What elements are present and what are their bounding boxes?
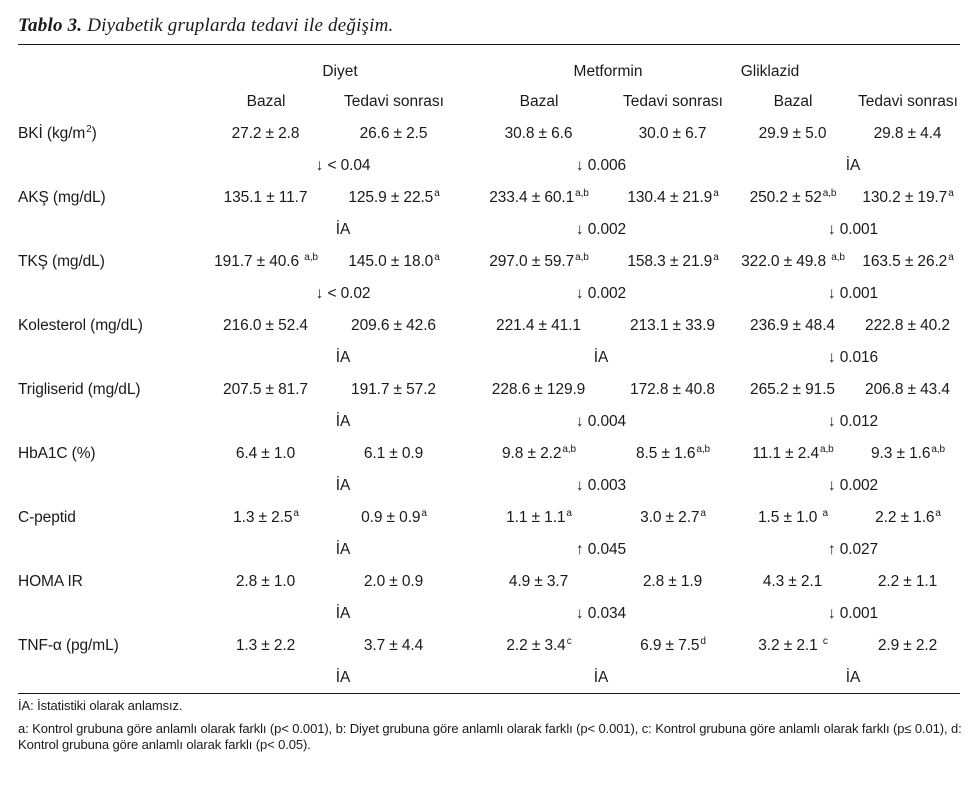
value-cell — [214, 252, 318, 272]
value-cell — [752, 444, 833, 464]
column-header: Tedavi sonrası — [858, 93, 958, 110]
row-label-sup: 2 — [86, 124, 92, 135]
value-text: 3.2 ± 2.1 — [758, 637, 822, 654]
value-cell — [506, 636, 571, 656]
value-text: 6.1 ± 0.9 — [363, 445, 424, 462]
value-superscript: a — [434, 188, 440, 199]
value-cell — [236, 636, 296, 656]
value-superscript: a — [434, 252, 440, 263]
value-cell — [643, 572, 703, 592]
value-cell — [223, 316, 309, 336]
value-cell — [224, 188, 309, 208]
column-header: Bazal — [519, 93, 559, 110]
value-cell — [758, 508, 828, 528]
value-cell — [496, 316, 582, 336]
change-cell: ↓ 0.002 — [575, 221, 627, 238]
change-cell: İA — [335, 349, 351, 366]
value-text: 2.8 ± 1.9 — [642, 573, 703, 590]
value-superscript: d — [700, 636, 706, 647]
change-cell: ↓ 0.001 — [827, 605, 879, 622]
value-superscript: a — [700, 508, 706, 519]
value-cell — [750, 188, 837, 208]
value-text: 135.1 ± 11.7 — [223, 189, 308, 206]
value-cell — [236, 572, 296, 592]
value-cell — [627, 252, 718, 272]
change-cell: ↓ 0.006 — [575, 157, 627, 174]
value-superscript: c — [566, 636, 572, 647]
value-text: 2.0 ± 0.9 — [363, 573, 424, 590]
value-superscript: a,b — [822, 188, 837, 199]
value-superscript: a — [948, 252, 954, 263]
value-cell — [502, 444, 576, 464]
top-rule — [18, 44, 960, 45]
value-superscript: a — [293, 508, 299, 519]
value-text: 222.8 ± 40.2 — [865, 317, 950, 334]
value-cell — [360, 124, 429, 144]
value-text: 209.6 ± 42.6 — [351, 317, 436, 334]
value-text: 130.2 ± 19.7 — [862, 189, 948, 206]
value-text: 2.2 ± 3.4 — [506, 637, 566, 654]
change-cell: ↓ 0.001 — [827, 221, 879, 238]
value-superscript: a,b — [820, 444, 834, 455]
value-superscript: c — [822, 636, 828, 647]
value-text: 125.9 ± 22.5 — [348, 189, 434, 206]
value-cell — [364, 572, 424, 592]
value-text: 2.8 ± 1.0 — [235, 573, 296, 590]
value-text: 265.2 ± 91.5 — [750, 381, 835, 398]
value-text: 216.0 ± 52.4 — [223, 317, 308, 334]
value-text: 191.7 ± 57.2 — [351, 381, 436, 398]
value-cell — [874, 124, 943, 144]
change-cell: ↑ 0.045 — [575, 541, 627, 558]
value-cell — [489, 188, 589, 208]
value-cell — [630, 380, 716, 400]
value-superscript: a — [713, 188, 719, 199]
value-cell — [232, 124, 301, 144]
value-text: 221.4 ± 41.1 — [496, 317, 581, 334]
value-text: 191.7 ± 40.6 — [214, 253, 304, 270]
change-cell: ↓ < 0.02 — [315, 285, 371, 302]
value-cell — [492, 380, 586, 400]
row-label-text: AKŞ (mg/dL) — [18, 189, 106, 206]
row-label-tail: ) — [91, 125, 97, 142]
value-cell — [505, 124, 574, 144]
change-cell: İA — [335, 605, 351, 622]
value-cell — [348, 252, 439, 272]
change-cell: ↓ 0.004 — [575, 413, 627, 430]
change-cell: İA — [335, 221, 351, 238]
value-superscript: a — [713, 252, 719, 263]
value-text: 2.2 ± 1.1 — [877, 573, 938, 590]
change-cell: İA — [593, 349, 609, 366]
value-cell — [361, 508, 427, 528]
value-superscript: a — [935, 508, 941, 519]
value-cell — [639, 124, 708, 144]
change-cell: ↓ 0.012 — [827, 413, 879, 430]
value-text: 145.0 ± 18.0 — [348, 253, 434, 270]
value-cell — [750, 380, 836, 400]
value-cell — [865, 316, 951, 336]
row-label — [18, 444, 96, 464]
value-cell — [233, 508, 299, 528]
row-label — [18, 316, 144, 336]
row-label — [18, 380, 141, 400]
value-cell — [627, 188, 718, 208]
footnote-ia: İA: İstatistiki olarak anlamsız. — [18, 698, 183, 713]
row-label — [18, 188, 107, 208]
value-cell — [862, 188, 953, 208]
change-cell: ↓ 0.002 — [575, 285, 627, 302]
change-cell: İA — [845, 669, 861, 686]
value-text: 163.5 ± 26.2 — [862, 253, 948, 270]
value-text: 8.5 ± 1.6 — [636, 445, 696, 462]
value-text: 30.0 ± 6.7 — [638, 125, 707, 142]
column-header: Bazal — [773, 93, 813, 110]
group-header: Diyet — [322, 63, 358, 80]
value-superscript: a — [566, 508, 572, 519]
value-superscript: a,b — [575, 252, 589, 263]
value-text: 6.9 ± 7.5 — [640, 637, 700, 654]
value-cell — [506, 508, 572, 528]
value-text: 9.3 ± 1.6 — [871, 445, 931, 462]
change-cell: ↓ 0.003 — [575, 477, 627, 494]
value-superscript: a — [822, 508, 828, 519]
column-header: Tedavi sonrası — [344, 93, 444, 110]
row-label — [18, 636, 120, 656]
value-text: 2.2 ± 1.6 — [875, 509, 935, 526]
value-cell — [351, 380, 437, 400]
change-cell: İA — [335, 669, 351, 686]
value-superscript: a,b — [931, 444, 945, 455]
row-label — [18, 572, 84, 592]
value-text: 158.3 ± 21.9 — [627, 253, 713, 270]
value-text: 228.6 ± 129.9 — [491, 381, 586, 398]
value-text: 26.6 ± 2.5 — [359, 125, 428, 142]
row-label-text: Kolesterol (mg/dL) — [18, 317, 143, 334]
value-text: 29.9 ± 5.0 — [758, 125, 827, 142]
value-cell — [871, 444, 945, 464]
value-cell — [351, 316, 437, 336]
value-superscript: a,b — [575, 188, 589, 199]
change-cell: ↑ 0.027 — [827, 541, 879, 558]
value-text: 6.4 ± 1.0 — [235, 445, 296, 462]
value-superscript: a — [948, 188, 954, 199]
column-header: Bazal — [246, 93, 286, 110]
row-label-text: TKŞ (mg/dL) — [18, 253, 105, 270]
value-text: 4.3 ± 2.1 — [762, 573, 823, 590]
change-cell: İA — [335, 541, 351, 558]
value-cell — [878, 572, 938, 592]
value-cell — [750, 316, 836, 336]
table-title — [18, 15, 394, 37]
change-cell: İA — [335, 477, 351, 494]
value-superscript: a,b — [562, 444, 576, 455]
value-cell — [489, 252, 589, 272]
value-cell — [878, 636, 938, 656]
value-cell — [862, 252, 953, 272]
value-cell — [236, 444, 296, 464]
value-cell — [364, 636, 424, 656]
value-text: 27.2 ± 2.8 — [231, 125, 300, 142]
row-label — [18, 508, 77, 528]
bottom-rule — [18, 693, 960, 694]
value-text: 172.8 ± 40.8 — [630, 381, 715, 398]
value-cell — [758, 636, 827, 656]
value-text: 1.1 ± 1.1 — [506, 509, 566, 526]
value-text: 3.0 ± 2.7 — [640, 509, 700, 526]
value-superscript: a,b — [831, 252, 845, 263]
value-cell — [636, 444, 710, 464]
value-cell — [630, 316, 716, 336]
value-cell — [223, 380, 309, 400]
table-caption: Diyabetik gruplarda tedavi ile değişim. — [82, 15, 394, 36]
value-cell — [509, 572, 569, 592]
value-superscript: a — [421, 508, 427, 519]
value-text: 207.5 ± 81.7 — [223, 381, 308, 398]
value-cell — [348, 188, 439, 208]
value-text: 30.8 ± 6.6 — [504, 125, 573, 142]
value-text: 9.8 ± 2.2 — [502, 445, 562, 462]
value-text: 233.4 ± 60.1 — [489, 189, 575, 206]
value-cell — [741, 252, 845, 272]
value-text: 322.0 ± 49.8 — [741, 253, 831, 270]
value-text: 4.9 ± 3.7 — [508, 573, 569, 590]
row-label-text: TNF-α (pg/mL) — [18, 637, 119, 654]
value-text: 0.9 ± 0.9 — [361, 509, 421, 526]
value-superscript: a,b — [696, 444, 710, 455]
value-text: 297.0 ± 59.7 — [489, 253, 575, 270]
row-label-text: HbA1C (%) — [18, 445, 96, 462]
value-cell — [640, 508, 706, 528]
value-text: 3.7 ± 4.4 — [363, 637, 424, 654]
value-cell — [865, 380, 951, 400]
footnote-significance: a: Kontrol grubuna göre anlamlı olarak farklı (p< 0.001), b: Diyet grubuna göre anlamlı olarak farklı (p< 0.001), c: Kontrol grubuna göre anlamlı olarak farklı (p≤ 0.01), d: Kontrol grubuna göre anlamlı olarak farklı (p< 0.05). — [18, 721, 962, 752]
value-text: 213.1 ± 33.9 — [630, 317, 715, 334]
value-text: 29.8 ± 4.4 — [873, 125, 942, 142]
value-text: 236.9 ± 48.4 — [750, 317, 835, 334]
change-cell: İA — [845, 157, 861, 174]
column-header: Tedavi sonrası — [623, 93, 723, 110]
value-text: 2.9 ± 2.2 — [877, 637, 938, 654]
row-label-text: C-peptid — [18, 509, 76, 526]
value-text: 130.4 ± 21.9 — [627, 189, 713, 206]
change-cell: İA — [593, 669, 609, 686]
table-number: Tablo 3. — [18, 15, 83, 36]
change-cell: İA — [335, 413, 351, 430]
value-cell — [364, 444, 424, 464]
value-text: 1.3 ± 2.5 — [233, 509, 293, 526]
value-text: 1.5 ± 1.0 — [758, 509, 822, 526]
change-cell: ↓ < 0.04 — [315, 157, 371, 174]
row-label-text: BKİ (kg/m — [18, 125, 86, 142]
change-cell: ↓ 0.002 — [827, 477, 879, 494]
row-label — [18, 124, 97, 144]
value-superscript: a,b — [304, 252, 318, 263]
value-cell — [763, 572, 823, 592]
row-label — [18, 252, 106, 272]
row-label-text: Trigliserid (mg/dL) — [18, 381, 141, 398]
value-text: 206.8 ± 43.4 — [865, 381, 950, 398]
value-cell — [875, 508, 941, 528]
group-header: Metformin — [573, 63, 643, 80]
value-cell — [640, 636, 706, 656]
value-text: 250.2 ± 52 — [749, 189, 822, 206]
change-cell: ↓ 0.034 — [575, 605, 627, 622]
row-label-text: HOMA IR — [18, 573, 83, 590]
change-cell: ↓ 0.016 — [827, 349, 879, 366]
value-text: 11.1 ± 2.4 — [752, 445, 820, 462]
group-header: Gliklazid — [740, 63, 800, 80]
value-text: 1.3 ± 2.2 — [235, 637, 296, 654]
change-cell: ↓ 0.001 — [827, 285, 879, 302]
value-cell — [759, 124, 828, 144]
